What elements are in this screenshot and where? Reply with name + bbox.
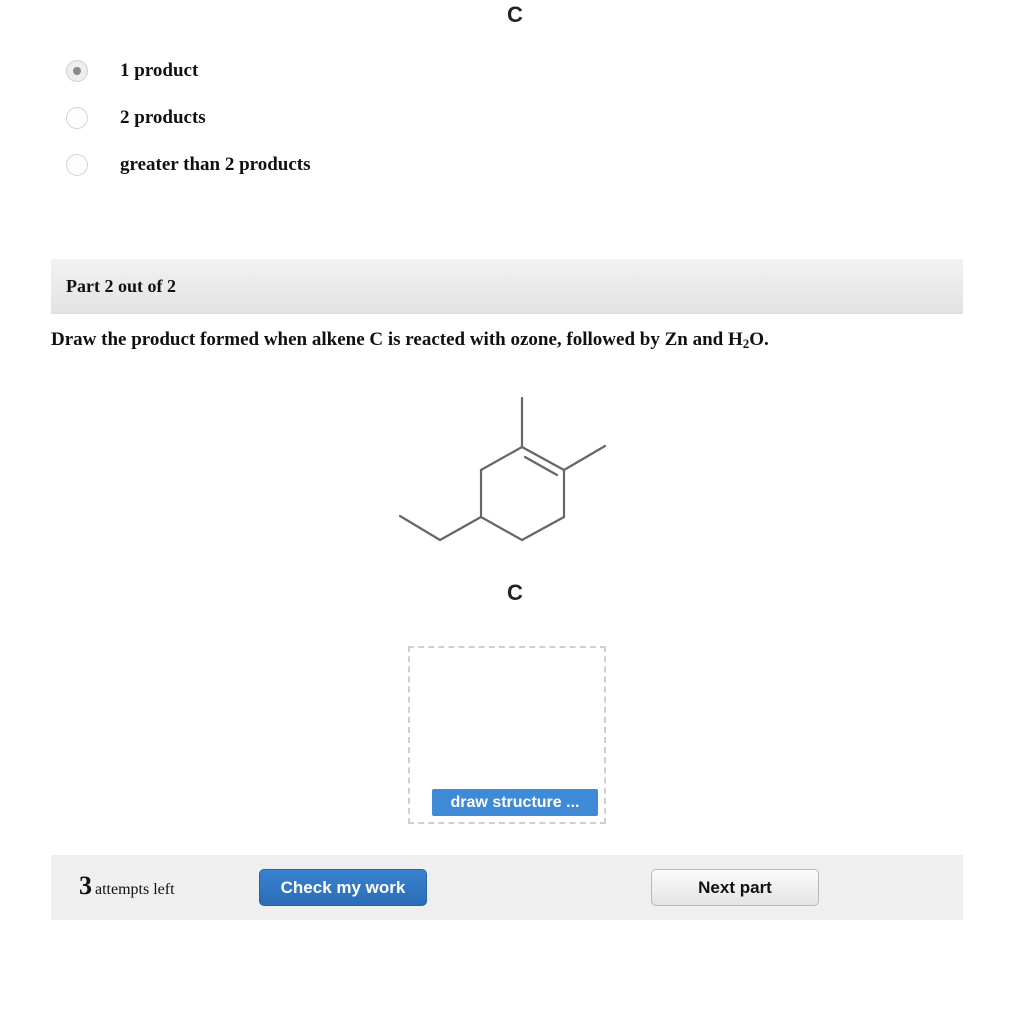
radio-selected-icon[interactable]: [66, 60, 88, 82]
option-greater-than-2-products[interactable]: [66, 152, 311, 178]
draw-structure-button[interactable]: draw structure ...: [432, 789, 598, 816]
ring-bond: [522, 517, 564, 540]
ring-bond: [481, 517, 522, 540]
option-label: greater than 2 products: [120, 154, 311, 175]
ring-bond: [481, 447, 522, 470]
attempts-count: 3: [79, 871, 92, 900]
footer-bar: [51, 855, 963, 920]
option-label: 2 products: [120, 107, 206, 128]
attempts-text: attempts left: [95, 881, 175, 898]
ethyl-bond-1: [440, 517, 481, 540]
check-my-work-button[interactable]: Check my work: [259, 869, 427, 906]
structure-drawing-area[interactable]: [408, 646, 606, 824]
question-text-main: Draw the product formed when alkene C is reacted with ozone, followed by Zn and H: [51, 329, 743, 350]
part-title: Part 2 out of 2: [66, 276, 176, 296]
radio-icon[interactable]: [66, 107, 88, 129]
part-header: [51, 259, 963, 314]
methyl-bond-right: [564, 446, 605, 470]
ethyl-bond-2: [400, 516, 440, 540]
option-2-products[interactable]: [66, 105, 206, 131]
ring-double-bond-inner: [525, 457, 557, 475]
option-label: 1 product: [120, 60, 199, 81]
question-text-end: O.: [749, 329, 769, 350]
radio-icon[interactable]: [66, 154, 88, 176]
alkene-structure: [392, 392, 614, 552]
option-1-product[interactable]: [66, 58, 199, 84]
previous-compound-label: C: [507, 2, 523, 27]
compound-label: C: [507, 580, 523, 605]
attempts-indicator: [79, 871, 175, 901]
question-subscript: 2: [742, 336, 750, 351]
question-text: [51, 329, 769, 351]
next-part-button[interactable]: Next part: [651, 869, 819, 906]
